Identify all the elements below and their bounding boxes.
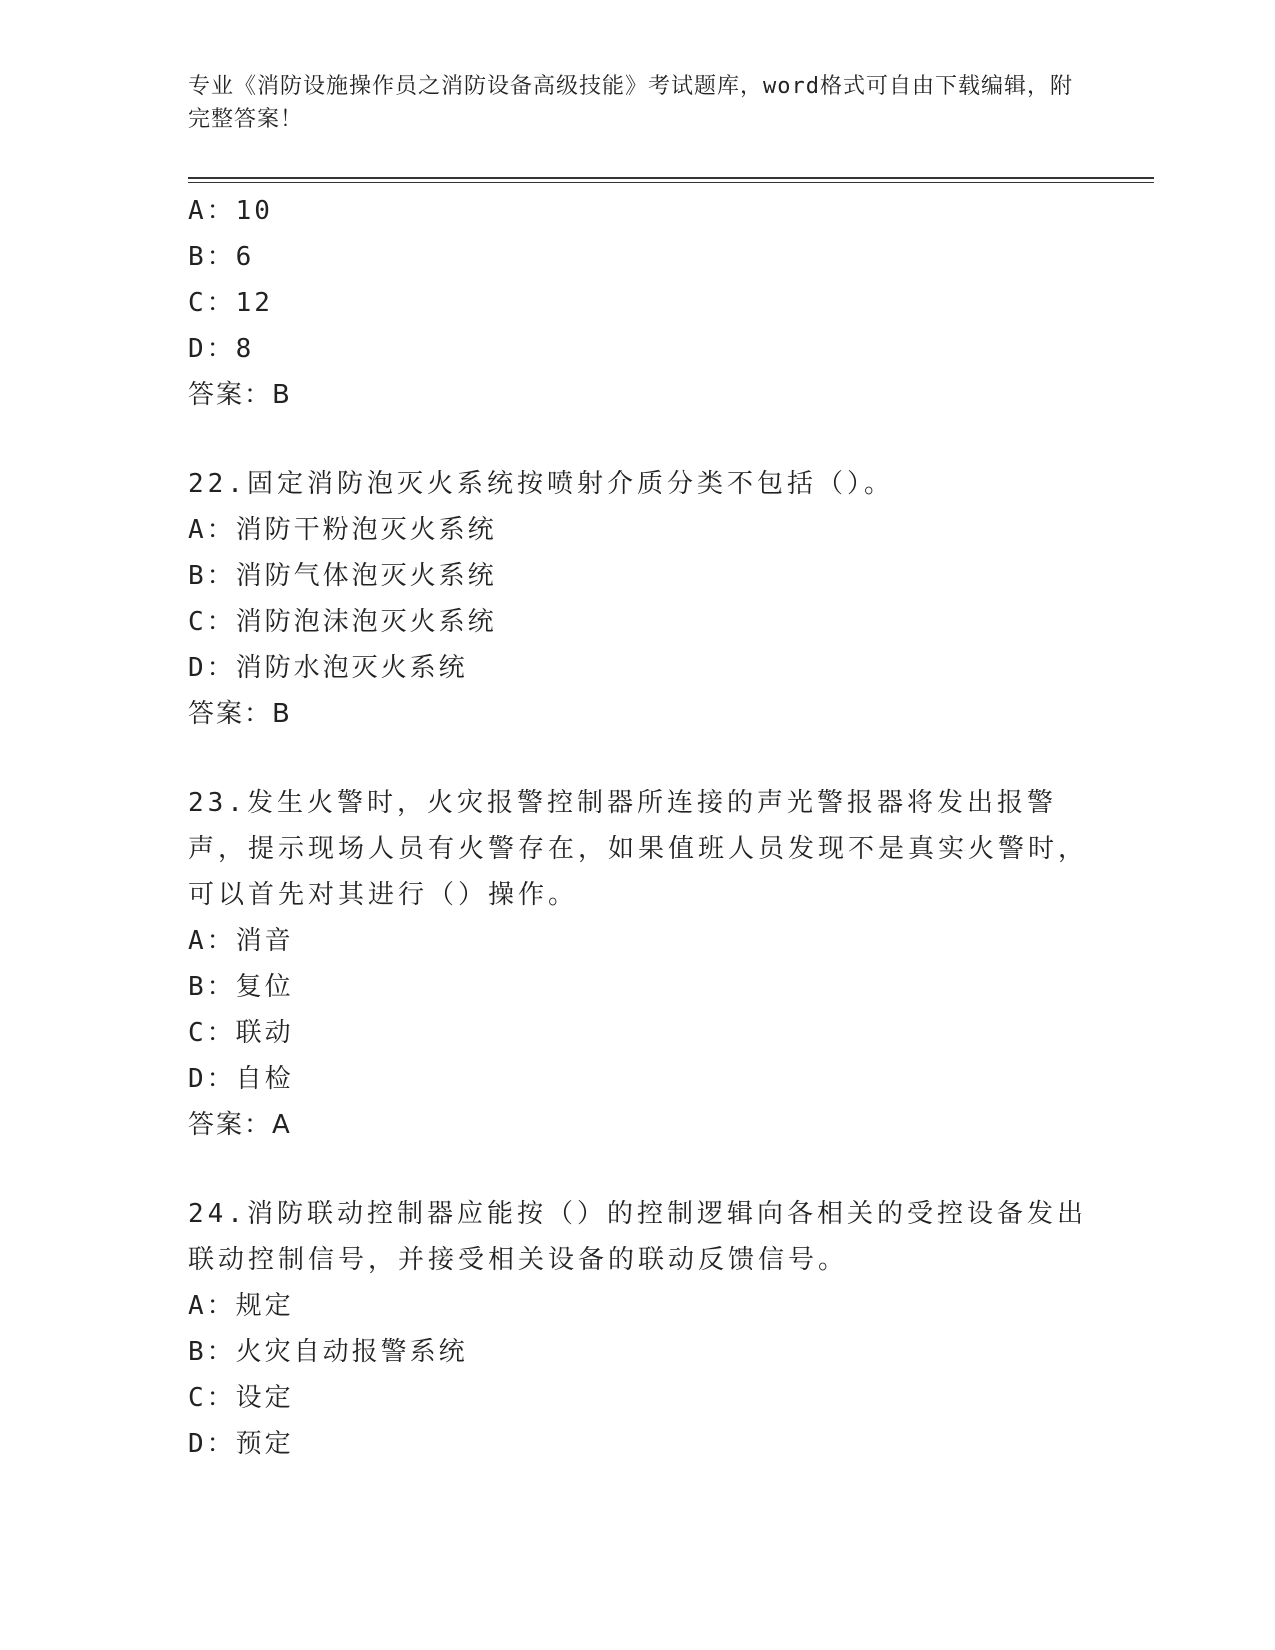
option-label: C： — [188, 288, 236, 318]
option-b — [188, 964, 1108, 1010]
option-label: D： — [188, 653, 236, 683]
option-b — [188, 553, 1108, 599]
option-text: 消防水泡灭火系统 — [235, 653, 468, 683]
option-d — [188, 1421, 1108, 1467]
option-a — [188, 918, 1108, 964]
answer-line: 答案：B — [188, 699, 292, 729]
option-d — [188, 1056, 1108, 1102]
option-c — [188, 1010, 1108, 1056]
question-stem: 22.固定消防泡灭火系统按喷射介质分类不包括（）。 — [188, 469, 894, 499]
option-label: D： — [188, 1429, 236, 1459]
option-label: D： — [188, 334, 236, 364]
option-a — [188, 507, 1108, 553]
option-c — [188, 1375, 1108, 1421]
option-text: 预定 — [235, 1429, 294, 1459]
option-b — [188, 234, 1108, 280]
option-label: D： — [188, 1064, 236, 1094]
question-24 — [188, 1191, 1108, 1467]
question-stem: 24.消防联动控制器应能按（）的控制逻辑向各相关的受控设备发出联动控制信号，并接受相关设备的联动反馈信号。 — [188, 1199, 1087, 1275]
option-text: 火灾自动报警系统 — [235, 1337, 468, 1367]
option-text: 10 — [235, 196, 273, 226]
answer-line: 答案：B — [188, 380, 292, 410]
option-text: 消防泡沫泡灭火系统 — [235, 607, 497, 637]
option-label: B： — [188, 242, 236, 272]
question-partial — [188, 188, 1108, 418]
question-stem: 23.发生火警时，火灾报警控制器所连接的声光警报器将发出报警声，提示现场人员有火警存在，如果值班人员发现不是真实火警时，可以首先对其进行（）操作。 — [188, 788, 1089, 910]
option-label: A： — [188, 196, 236, 226]
option-c — [188, 280, 1108, 326]
option-text: 8 — [235, 334, 255, 364]
header-divider-thin — [188, 182, 1154, 183]
option-a — [188, 1283, 1108, 1329]
option-text: 6 — [235, 242, 255, 272]
option-d — [188, 326, 1108, 372]
option-label: C： — [188, 607, 236, 637]
option-b — [188, 1329, 1108, 1375]
option-text: 消音 — [235, 926, 294, 956]
option-label: B： — [188, 561, 236, 591]
option-label: A： — [188, 1291, 236, 1321]
option-label: A： — [188, 515, 236, 545]
question-22 — [188, 461, 1108, 737]
option-label: B： — [188, 1337, 236, 1367]
answer-line: 答案：A — [188, 1110, 292, 1140]
option-text: 12 — [235, 288, 273, 318]
header-divider-thick — [188, 177, 1154, 179]
option-c — [188, 599, 1108, 645]
option-label: C： — [188, 1018, 236, 1048]
option-text: 消防气体泡灭火系统 — [235, 561, 497, 591]
question-list — [188, 188, 1108, 1467]
option-a — [188, 188, 1108, 234]
question-23 — [188, 780, 1108, 1148]
option-text: 设定 — [235, 1383, 294, 1413]
option-d — [188, 645, 1108, 691]
option-label: B： — [188, 972, 236, 1002]
option-text: 联动 — [235, 1018, 294, 1048]
option-text: 自检 — [235, 1064, 294, 1094]
document-header: 专业《消防设施操作员之消防设备高级技能》考试题库，word格式可自由下载编辑，附完整答案！ — [188, 74, 1073, 132]
option-text: 规定 — [235, 1291, 294, 1321]
option-text: 消防干粉泡灭火系统 — [235, 515, 497, 545]
option-label: A： — [188, 926, 236, 956]
option-text: 复位 — [235, 972, 294, 1002]
option-label: C： — [188, 1383, 236, 1413]
